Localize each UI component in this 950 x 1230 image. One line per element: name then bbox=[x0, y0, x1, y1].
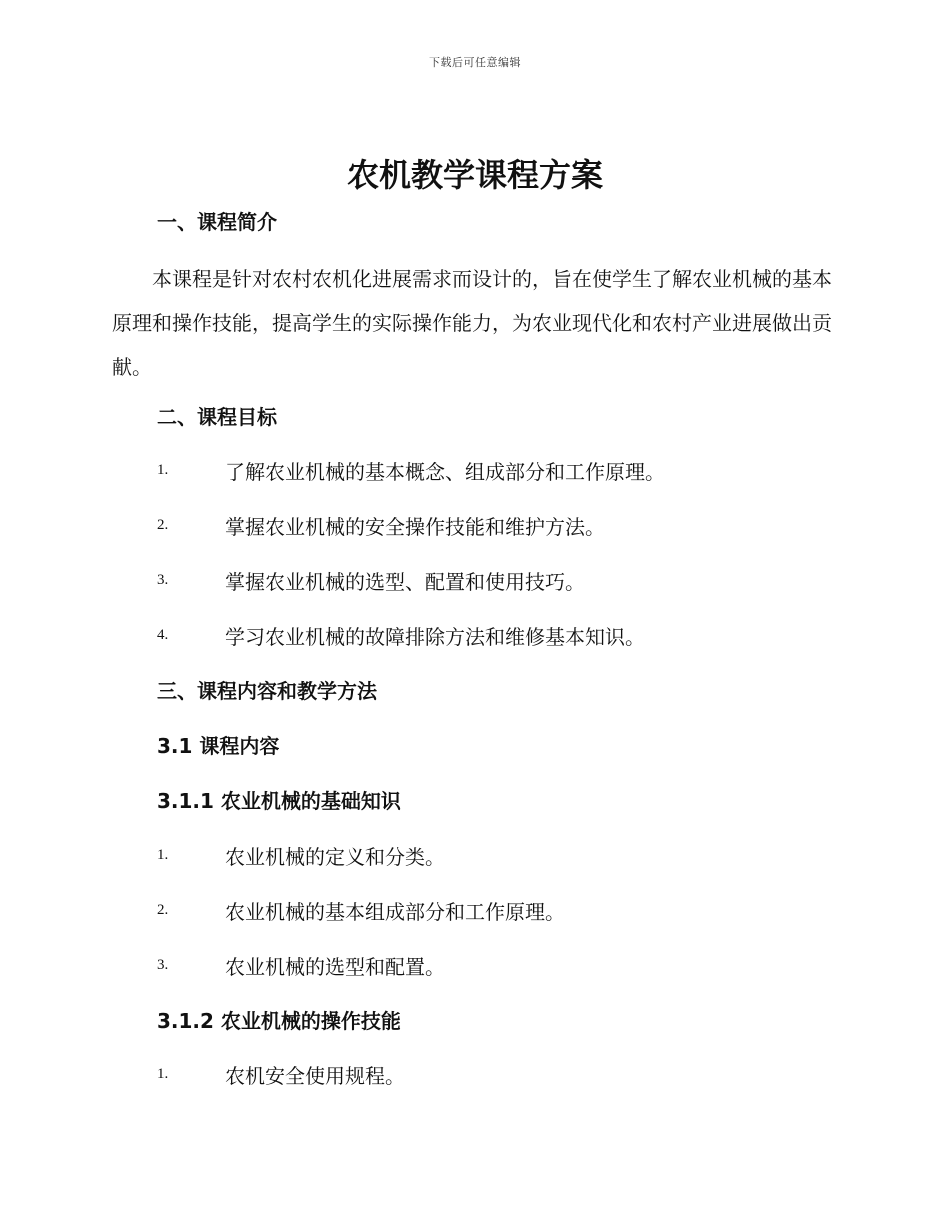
sub-heading-operation: 3.1.2 农业机械的操作技能 bbox=[157, 1009, 401, 1033]
goal-item bbox=[0, 511, 950, 539]
list-text: 农业机械的基本组成部分和工作原理。 bbox=[225, 900, 565, 924]
section-heading-content: 三、课程内容和教学方法 bbox=[157, 679, 377, 703]
content-item bbox=[0, 951, 950, 979]
header-note: 下载后可任意编辑 bbox=[429, 56, 521, 69]
sub-heading-course-content: 3.1 课程内容 bbox=[157, 734, 280, 758]
document-title: 农机教学课程方案 bbox=[346, 156, 603, 194]
list-number: 2. bbox=[157, 902, 169, 918]
list-number: 1. bbox=[157, 1066, 169, 1082]
goal-item bbox=[0, 456, 950, 484]
list-number: 1. bbox=[157, 847, 169, 863]
list-text: 学习农业机械的故障排除方法和维修基本知识。 bbox=[225, 625, 645, 649]
section-heading-goals: 二、课程目标 bbox=[157, 405, 277, 429]
list-text: 掌握农业机械的选型、配置和使用技巧。 bbox=[225, 570, 585, 594]
list-number: 3. bbox=[157, 957, 169, 973]
list-text: 农业机械的选型和配置。 bbox=[225, 955, 445, 979]
list-text: 了解农业机械的基本概念、组成部分和工作原理。 bbox=[225, 460, 665, 484]
intro-paragraph: 本课程是针对农村农机化进展需求而设计的，旨在使学生了解农业机械的基本原理和操作技能，提高学生的实际操作能力，为农业现代化和农村产业进展做出贡献。 bbox=[112, 267, 832, 379]
list-text: 掌握农业机械的安全操作技能和维护方法。 bbox=[225, 515, 605, 539]
goal-item bbox=[0, 621, 950, 649]
list-number: 1. bbox=[157, 462, 169, 478]
content-item bbox=[0, 896, 950, 924]
content-item bbox=[0, 841, 950, 869]
list-number: 3. bbox=[157, 572, 169, 588]
goal-item bbox=[0, 566, 950, 594]
list-number: 4. bbox=[157, 627, 169, 643]
list-text: 农业机械的定义和分类。 bbox=[225, 845, 445, 869]
section-heading-intro: 一、课程简介 bbox=[157, 210, 277, 234]
sub-heading-basics: 3.1.1 农业机械的基础知识 bbox=[157, 789, 401, 813]
content-item bbox=[0, 1060, 950, 1088]
list-number: 2. bbox=[157, 517, 169, 533]
list-text: 农机安全使用规程。 bbox=[225, 1064, 405, 1088]
